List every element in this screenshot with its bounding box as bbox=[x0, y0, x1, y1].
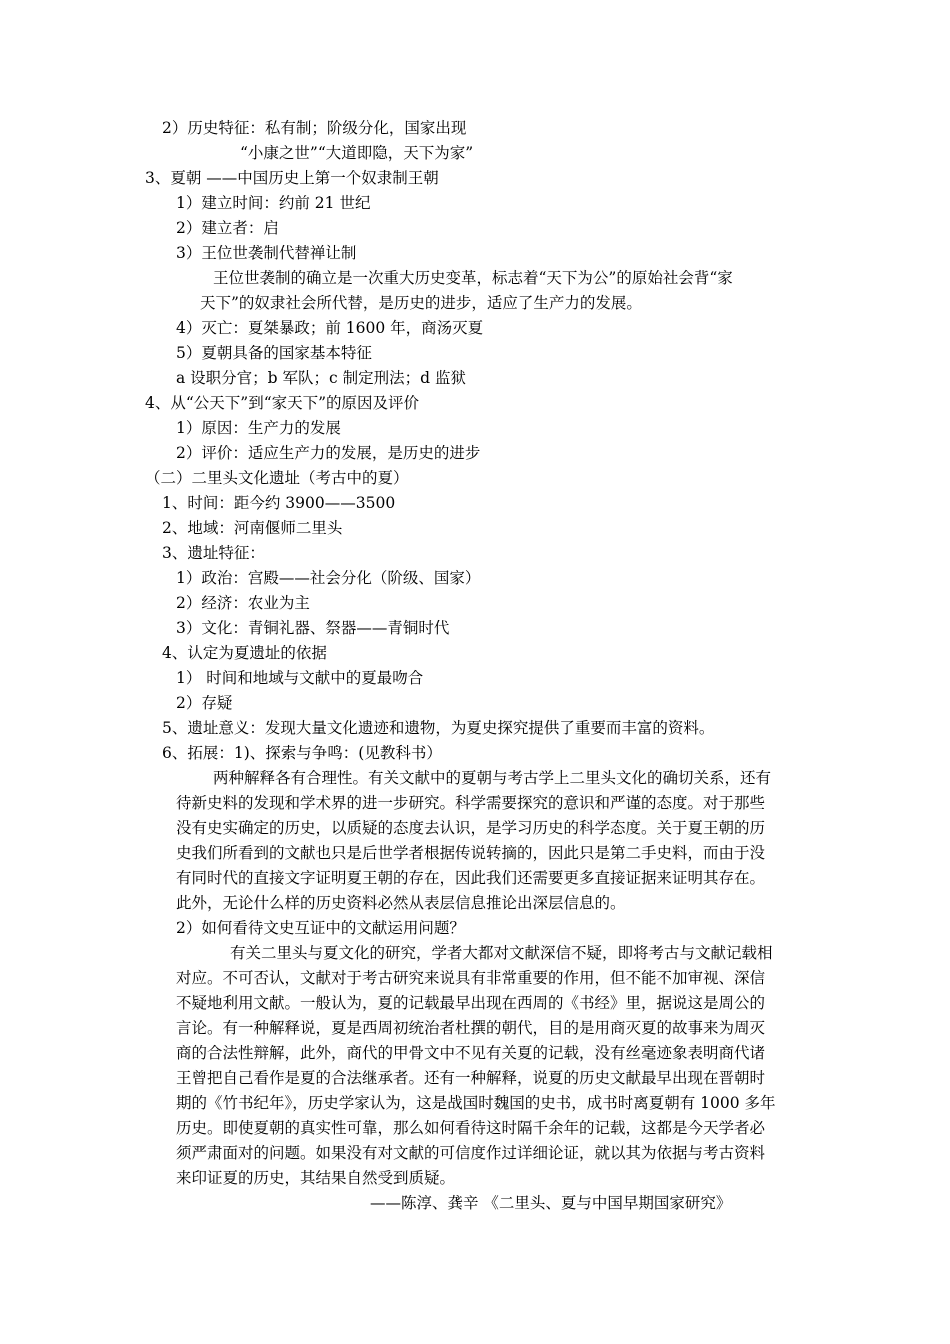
text-line: 2）历史特征：私有制；阶级分化，国家出现 bbox=[162, 119, 467, 137]
text-line: a 设职分官；b 军队；c 制定刑法；d 监狱 bbox=[176, 369, 466, 387]
paragraph-line: 王位世袭制的确立是一次重大历史变革，标志着“天下为公”的原始社会背“家 bbox=[213, 269, 733, 287]
paragraph-line: 来印证夏的历史，其结果自然受到质疑。 bbox=[176, 1169, 456, 1187]
paragraph-line: 商的合法性辩解，此外，商代的甲骨文中不见有关夏的记载，没有丝毫迹象表明商代诸 bbox=[176, 1044, 766, 1062]
section-heading: 3、夏朝 ——中国历史上第一个奴隶制王朝 bbox=[145, 169, 439, 187]
text-line: 2）评价：适应生产力的发展，是历史的进步 bbox=[176, 444, 481, 462]
text-line: “小康之世”“大道即隐，天下为家” bbox=[240, 144, 474, 162]
paragraph-line: 历史。即使夏朝的真实性可靠，那么如何看待这时隔千余年的记载，这都是今天学者必 bbox=[176, 1119, 766, 1137]
paragraph-line: 不疑地利用文献。一般认为，夏的记载最早出现在西周的《书经》里，据说这是周公的 bbox=[176, 994, 766, 1012]
paragraph-line: 须严肃面对的问题。如果没有对文献的可信度作过详细论证，就以其为依据与考古资料 bbox=[176, 1144, 766, 1162]
paragraph-line: 此外，无论什么样的历史资料必然从表层信息推论出深层信息的。 bbox=[176, 894, 626, 912]
section-heading: （二）二里头文化遗址（考古中的夏） bbox=[145, 469, 409, 487]
paragraph-line: 有关二里头与夏文化的研究，学者大都对文献深信不疑，即将考古与文献记载相 bbox=[230, 944, 773, 962]
text-line: 4）灭亡：夏桀暴政；前 1600 年，商汤灭夏 bbox=[176, 319, 484, 337]
section-heading: 4、从“公天下”到“家天下”的原因及评价 bbox=[145, 394, 420, 412]
paragraph-line: 王曾把自己看作是夏的合法继承者。还有一种解释，说夏的历史文献最早出现在晋朝时 bbox=[176, 1069, 766, 1087]
paragraph-line: 待新史料的发现和学术界的进一步研究。科学需要探究的意识和严谨的态度。对于那些 bbox=[176, 794, 766, 812]
text-line: 5、遗址意义：发现大量文化遗迹和遗物，为夏史探究提供了重要而丰富的资料。 bbox=[162, 719, 715, 737]
text-line: 3）文化：青铜礼器、祭器——青铜时代 bbox=[176, 619, 450, 637]
text-line: 5）夏朝具备的国家基本特征 bbox=[176, 344, 372, 362]
text-line: 2）建立者：启 bbox=[176, 219, 279, 237]
text-line: 2、地域：河南偃师二里头 bbox=[162, 519, 343, 537]
text-line: 1、时间：距今约 3900——3500 bbox=[162, 494, 396, 512]
paragraph-line: 言论。有一种解释说，夏是西周初统治者杜撰的朝代，目的是用商灭夏的故事来为周灭 bbox=[176, 1019, 766, 1037]
text-line: 3）王位世袭制代替禅让制 bbox=[176, 244, 357, 262]
paragraph-line: 有同时代的直接文字证明夏王朝的存在，因此我们还需要更多直接证据来证明其存在。 bbox=[176, 869, 766, 887]
text-line: 2）如何看待文史互证中的文献运用问题？ bbox=[176, 919, 465, 937]
paragraph-line: 天下”的奴隶社会所代替，是历史的进步，适应了生产力的发展。 bbox=[200, 294, 642, 312]
paragraph-line: 对应。不可否认，文献对于考古研究来说具有非常重要的作用，但不能不加审视、深信 bbox=[176, 969, 766, 987]
text-line: 1）建立时间：约前 21 世纪 bbox=[176, 194, 371, 212]
paragraph-line: 没有史实确定的历史，以质疑的态度去认识，是学习历史的科学态度。关于夏王朝的历 bbox=[176, 819, 766, 837]
paragraph-line: 期的《竹书纪年》，历史学家认为，这是战国时魏国的史书，成书时离夏朝有 1000 多年 bbox=[176, 1094, 776, 1112]
paragraph-line: 史我们所看到的文献也只是后世学者根据传说转摘的，因此只是第二手史料，而由于没 bbox=[176, 844, 766, 862]
text-line: 3、遗址特征： bbox=[162, 544, 265, 562]
citation: ——陈淳、龚辛 《二里头、夏与中国早期国家研究》 bbox=[370, 1194, 732, 1212]
text-line: 4、认定为夏遗址的依据 bbox=[162, 644, 327, 662]
text-line: 1） 时间和地域与文献中的夏最吻合 bbox=[176, 669, 424, 687]
text-line: 2）存疑 bbox=[176, 694, 233, 712]
text-line: 6、拓展：1)、探索与争鸣：(见教科书） bbox=[162, 744, 442, 762]
paragraph-line: 两种解释各有合理性。有关文献中的夏朝与考古学上二里头文化的确切关系，还有 bbox=[213, 769, 772, 787]
text-line: 1）政治：宫殿——社会分化（阶级、国家） bbox=[176, 569, 481, 587]
text-line: 2）经济：农业为主 bbox=[176, 594, 310, 612]
text-line: 1）原因：生产力的发展 bbox=[176, 419, 341, 437]
